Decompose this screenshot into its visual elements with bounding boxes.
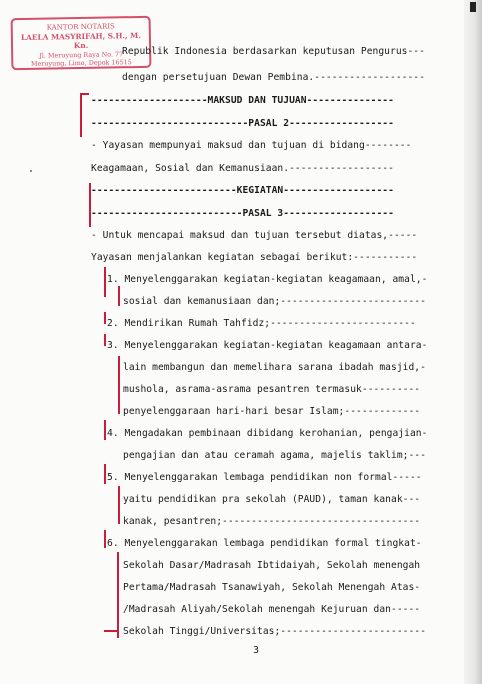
article-heading: --------------------------PASAL 3------------------- — [91, 208, 394, 219]
margin-mark — [104, 630, 117, 632]
stamp-line-3: Jl. Meruyung Raya No. 77 — [39, 50, 124, 60]
corner-mark — [470, 2, 476, 12]
list-item: 6. Menyelenggarakan lembaga pendidikan formal tingkat- — [107, 538, 422, 549]
notary-stamp — [11, 16, 152, 70]
margin-bar — [104, 530, 106, 548]
text-line: lain membangun dan memelihara sarana ibadah masjid,- — [123, 362, 426, 373]
margin-bar — [117, 552, 119, 638]
text-line: Pertama/Madrasah Tsanawiyah, Sekolah Menengah Atas- — [123, 582, 421, 593]
text-line: - Untuk mencapai maksud dan tujuan tersebut diatas,----- — [91, 230, 418, 241]
text-line: Republik Indonesia berdasarkan keputusan Pengurus--- — [122, 46, 425, 57]
text-line: Yayasan menjalankan kegiatan sebagai berikut:----------- — [91, 252, 418, 263]
stamp-line-1: KANTOR NOTARIS — [46, 22, 115, 32]
margin-bar — [118, 486, 120, 524]
text-line: kanak, pesantren;---------------------------------- — [123, 516, 421, 527]
margin-bar — [118, 356, 120, 414]
text-line: /Madrasah Aliyah/Sekolah menengah Kejuruan dan----- — [123, 604, 421, 615]
text-line: penyelenggaraan hari-hari besar Islam;------------- — [123, 406, 421, 417]
text-line: yaitu pendidikan pra sekolah (PAUD), taman kanak--- — [123, 494, 421, 505]
text-line: pengajian dan atau ceramah agama, majelis taklim;--- — [123, 450, 426, 461]
list-item: 2. Mendirikan Rumah Tahfidz;------------------------- — [107, 318, 416, 329]
page-edge — [464, 0, 482, 684]
margin-bar — [104, 267, 106, 297]
margin-bar — [104, 420, 106, 440]
stamp-line-2: LAELA MASYRIFAH, S.H., M. Kn. — [20, 30, 141, 51]
text-line: mushola, asrama-asrama pesantren termasuk---------- — [123, 384, 421, 395]
text-line: Keagamaan, Sosial dan Kemanusiaan.------------------ — [91, 163, 394, 174]
stamp-line-4: Meruyung, Limo, Depok 16515 — [30, 58, 132, 68]
list-item: 4. Mengadakan pembinaan dibidang kerohanian, pengajian- — [107, 428, 428, 439]
scan-speck — [30, 170, 32, 172]
text-line: Sekolah Tinggi/Universitas;------------------------- — [123, 626, 426, 637]
margin-bar — [89, 183, 91, 227]
margin-bar — [80, 93, 82, 137]
margin-bar — [104, 312, 106, 324]
article-heading: ---------------------------PASAL 2------------------ — [91, 118, 394, 129]
section-heading: --------------------MAKSUD DAN TUJUAN--------------- — [91, 95, 394, 106]
list-item: 5. Menyelenggarakan lembaga pendidikan non formal----- — [107, 472, 422, 483]
text-line: sosial dan kemanusiaan dan;------------------------- — [123, 296, 426, 307]
margin-bar — [118, 286, 120, 306]
margin-bar — [104, 464, 106, 484]
list-item: 1. Menyelenggarakan kegiatan-kegiatan keagamaan, amal,- — [107, 274, 428, 285]
text-line: - Yayasan mempunyai maksud dan tujuan di bidang-------- — [91, 140, 412, 151]
text-line: Sekolah Dasar/Madrasah Ibtidaiyah, Sekolah menengah — [123, 560, 421, 571]
list-item: 3. Menyelenggarakan kegiatan-kegiatan keagamaan antara- — [107, 340, 428, 351]
margin-bar — [104, 334, 106, 346]
margin-mark — [80, 93, 89, 95]
page-number: 3 — [253, 645, 260, 656]
section-heading: -------------------------KEGIATAN------------------- — [91, 185, 394, 196]
text-line: dengan persetujuan Dewan Pembina.------------------- — [122, 72, 425, 83]
